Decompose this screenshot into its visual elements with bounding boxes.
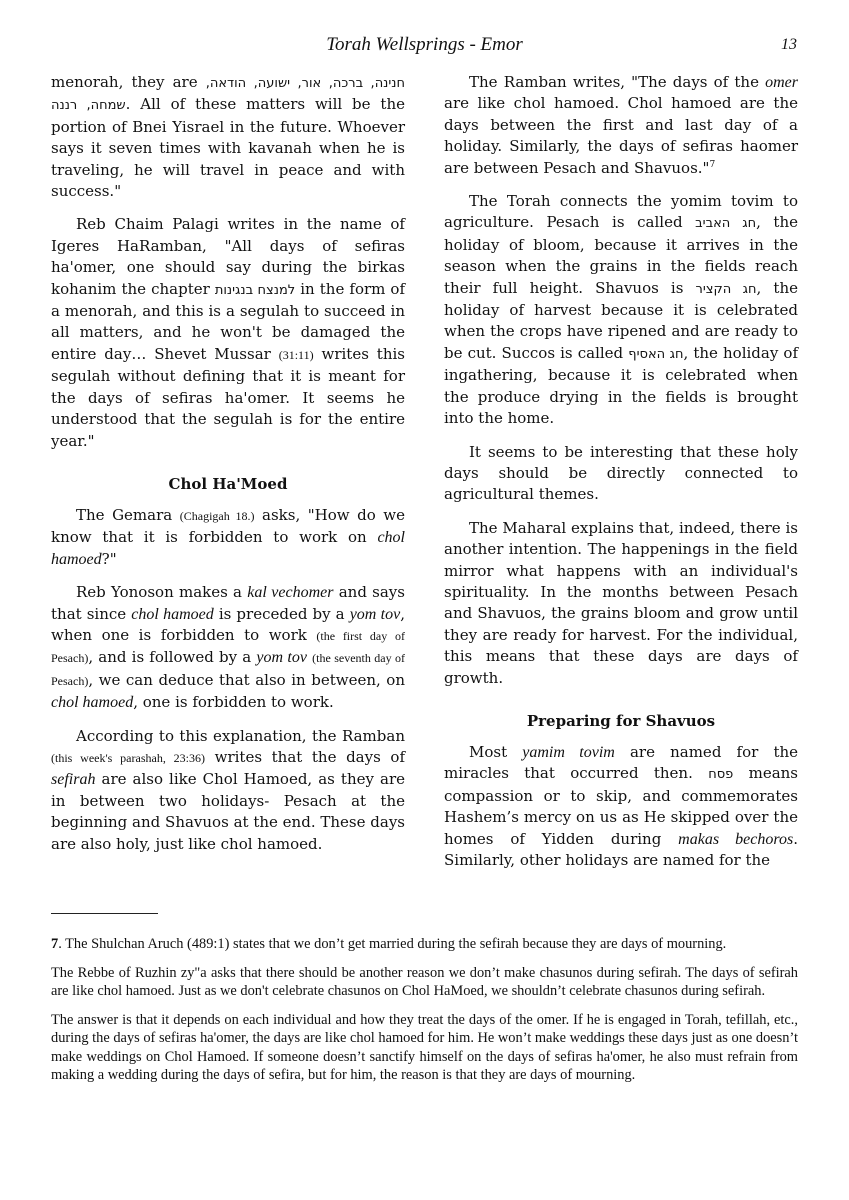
italic-term: makas bechoros xyxy=(678,830,794,848)
italic-term: chol hamoed xyxy=(51,529,405,568)
text-run: menorah, they are xyxy=(51,73,206,91)
text-run: Reb Chaim Palagi writes in the name of Igeres HaRamban, "All days of sefiras ha'omer, one should say during the birkas kohanim the chapter xyxy=(51,215,405,298)
text-run: in the form of a menorah, and this is a segulah to succeed in all matters, and he won't be damaged the entire day… Shevet Mussar xyxy=(51,279,406,363)
text-run: . The Shulchan Aruch xyxy=(58,936,188,952)
text-run: writes that the days of xyxy=(205,747,405,766)
text-run: , we can deduce that also in between, on xyxy=(88,670,405,689)
paragraph xyxy=(444,191,798,429)
text-run: , the holiday of harvest because it is celebrated when the crops have ripened and are ready to be cut. Succos is called xyxy=(444,278,798,362)
footnotes xyxy=(51,935,798,1095)
paragraph xyxy=(444,72,798,179)
text-run: and says that since xyxy=(51,583,405,623)
hebrew-text: חג הקציר xyxy=(695,281,757,297)
citation: (the first day of Pesach) xyxy=(51,628,405,666)
right-column xyxy=(444,72,798,883)
citation: (this week's parashah, 23:36) xyxy=(51,750,205,765)
text-run: are like chol hamoed. Chol hamoed are the days between the first and last day of a holiday. Similarly, the days of sefiras haomer are between Pesach and Shavuos." xyxy=(444,94,798,177)
text-run: , one is forbidden to work. xyxy=(133,693,334,712)
text-run: . Similarly, other holidays are named for the xyxy=(444,829,798,869)
footnote-7 xyxy=(51,935,798,954)
left-column xyxy=(51,72,405,867)
text-run: The Gemara xyxy=(76,505,180,524)
text-run: , when one is forbidden to work xyxy=(51,604,405,644)
text-run: , and is followed by a xyxy=(88,648,257,667)
hebrew-text: חג האסיף xyxy=(628,346,684,362)
italic-term: sefirah xyxy=(51,771,96,789)
running-title: Torah Wellsprings - Emor xyxy=(326,34,523,55)
italic-term: kal vechomer xyxy=(247,584,334,602)
text-run: are named for the miracles that occurred then. xyxy=(444,742,799,783)
italic-term: omer xyxy=(765,74,798,91)
paragraph xyxy=(51,214,405,451)
footnote-marker[interactable]: 7 xyxy=(709,159,716,170)
text-run: . All of these matters will be the portion of Bnei Yisrael in the future. Whoever says it seven times with kavanah when he is traveling, he will travel in peace and with success." xyxy=(51,95,405,201)
footnote-paragraph: The answer is that it depends on each individual and how they treat the days of the omer. If he is engaged in Torah, tefillah, etc., during the days of sefiras ha'omer, the days are like chol hamoed for him. He won’t make weddings these days just as one doesn’t make weddings on Chol Hamoed. If someone doesn’t sanctify himself on the days of sefiras ha'omer, he also must refrain from making a wedding during the days of sefira, but for him, the reason is that they are days of mourning. xyxy=(51,1011,798,1083)
italic-term: yom tov xyxy=(256,649,307,667)
text-run: , the holiday of ingathering, because it is celebrated when the produce drying in the fields is brought into the home. xyxy=(444,343,799,428)
text-run: According to this explanation, the Ramban xyxy=(76,726,405,745)
footnote-paragraph: The Rebbe of Ruzhin zy"a asks that there should be another reason we don’t make chasunos during sefirah. The days of sefirah are like chol hamoed. Just as we don't celebrate chasunos on Chol HaMoed, we shouldn’t celebrate chasunos during sefirah. xyxy=(51,964,798,999)
text-run: means compassion or to skip, and commemorates Hashem’s mercy on us as He skipped over the homes of Yidden during xyxy=(444,764,798,848)
footnote-number: 7 xyxy=(51,936,59,952)
citation: (489:1) xyxy=(187,936,230,952)
text-run: Most xyxy=(469,742,523,761)
text-run: are also like Chol Hamoed, as they are in between two holidays- Pesach at the beginning and Shavuos at the end. These days are also holy, just like chol hamoed. xyxy=(51,770,405,853)
footnote-divider xyxy=(51,913,158,914)
citation: (the seventh day of Pesach) xyxy=(51,651,405,688)
italic-term: yamim tovim xyxy=(522,743,615,761)
section-heading: Chol Ha'Moed xyxy=(168,474,288,493)
paragraph xyxy=(51,505,405,570)
citation: (31:11) xyxy=(278,347,314,362)
text-run: ?" xyxy=(101,549,117,568)
paragraph xyxy=(51,726,405,855)
italic-term: chol hamoed xyxy=(51,694,134,712)
italic-term: chol hamoed xyxy=(131,605,214,623)
hebrew-text: חנינה, ברכה, אור, ישועה, הודאה, שמחה, רננה xyxy=(51,76,405,114)
running-header xyxy=(0,34,849,58)
hebrew-text: למנצח בנגינות xyxy=(214,282,296,298)
text-run: is preceded by a xyxy=(213,604,350,623)
paragraph: It seems to be interesting that these holy days should be directly connected to agricultural themes. xyxy=(444,442,798,504)
hebrew-text: חג האביב xyxy=(695,216,757,232)
citation: (Chagigah 18.) xyxy=(179,508,255,523)
italic-term: yom tov xyxy=(349,605,401,623)
text-run: asks, "How do we know that it is forbidden to work on xyxy=(51,505,406,547)
text-run: Reb Yonoson makes a xyxy=(76,583,248,602)
page-number: 13 xyxy=(781,36,797,53)
section-heading: Preparing for Shavuos xyxy=(526,711,716,730)
paragraph xyxy=(51,72,405,202)
text-run: states that we don’t get married during the sefirah because they are days of mourning. xyxy=(229,936,727,952)
paragraph xyxy=(51,582,405,713)
paragraph: The Maharal explains that, indeed, there is another intention. The happenings in the field mirror what happens with an individual's spirituality. In the months between Pesach and Shavuos, the grains bloom and grow until they are ready for harvest. For the individual, this means that these days are days of growth. xyxy=(444,518,798,687)
text-run: writes this segulah without defining that it is meant for the days of sefiras ha'omer. It seems he understood that the segulah is for the entire year." xyxy=(51,344,405,450)
paragraph xyxy=(444,742,798,871)
text-run: The Torah connects the yomim tovim to agriculture. Pesach is called xyxy=(444,192,798,232)
hebrew-text: פסח xyxy=(708,767,734,783)
text-run: , the holiday of bloom, because it arrives in the season when the grains in the fields reach their full height. Shavuos is xyxy=(444,213,798,297)
text-run: The Ramban writes, "The days of the xyxy=(469,73,766,91)
